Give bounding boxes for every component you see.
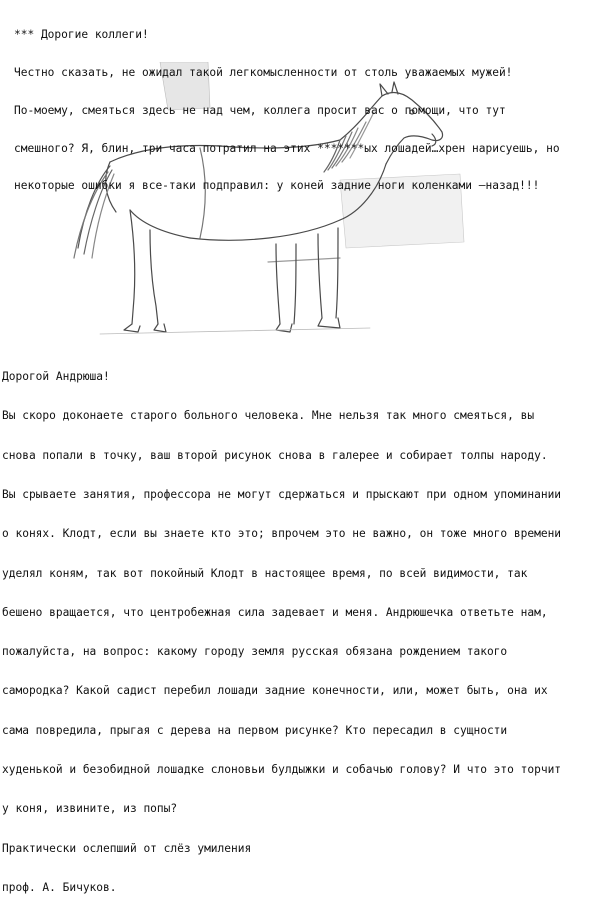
header-message: [14, 4, 599, 206]
header-line: *** Дорогие коллеги!: [14, 28, 149, 42]
reply-line: проф. А. Бичуков.: [2, 880, 117, 894]
reply-line: пожалуйста, на вопрос: какому городу земля русская обязана рождением такого: [2, 645, 508, 659]
reply-line: Практически ослепший от слёз умиления: [2, 841, 252, 855]
reply-line: уделял коням, так вот покойный Клодт в настоящее время, по всей видимости, так: [2, 566, 528, 580]
header-line: некоторые ошибки я все-таки подправил: у коней задние ноги коленками –назад!!!: [14, 179, 540, 193]
reply-line: снова попали в точку, ваш второй рисунок снова в галерее и собирает толпы народу.: [2, 448, 548, 462]
reply-message: [2, 344, 600, 907]
reply-line: Дорогой Андрюша!: [2, 370, 110, 384]
header-line: Честно сказать, не ожидал такой легкомысленности от столь уважаемых мужей!: [14, 65, 513, 79]
reply-line: самородка? Какой садист перебил лошади задние конечности, или, может быть, она их: [2, 684, 548, 698]
reply-line: бешено вращается, что центробежная сила задевает и меня. Андрюшечка ответьте нам,: [2, 605, 548, 619]
reply-line: Вы срываете занятия, профессора не могут сдержаться и прыскают при одном упоминании: [2, 488, 562, 502]
reply-line: сама повредила, прыгая с дерева на первом рисунке? Кто пересадил в сущности: [2, 723, 508, 737]
reply-line: Вы скоро доконаете старого больного человека. Мне нельзя так много смеяться, вы: [2, 409, 535, 423]
reply-line: худенькой и безобидной лошадке слоновьи булдыжки и собачью голову? И что это торчит: [2, 763, 562, 776]
header-line: смешного? Я, блин, три часа потратил на этих *******ых лошадей…хрен нарисуешь, но: [14, 141, 560, 155]
reply-line: у коня, извините, из попы?: [2, 802, 178, 816]
reply-line: о конях. Клодт, если вы знаете кто это; впрочем это не важно, он тоже много времени: [2, 527, 562, 541]
header-line: По-моему, смеяться здесь не над чем, коллега просит вас о помощи, что тут: [14, 103, 506, 117]
